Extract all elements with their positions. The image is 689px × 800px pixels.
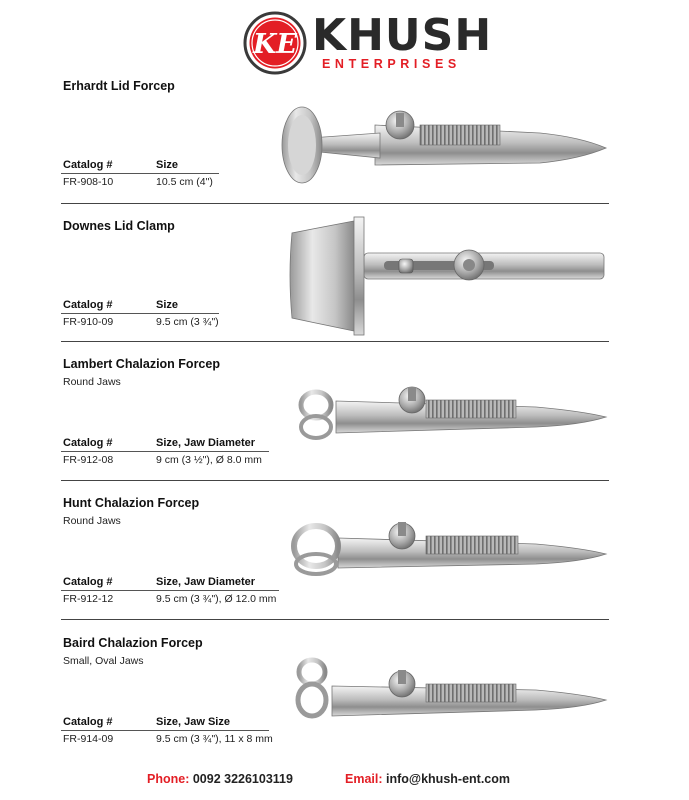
catalog-header: Catalog # <box>63 716 113 728</box>
footer-contact <box>0 772 689 792</box>
lambert-forcep-image <box>296 383 610 449</box>
spec-header <box>63 576 256 588</box>
spec-header <box>63 437 256 449</box>
spec-values <box>63 316 219 328</box>
footer-email <box>345 772 510 786</box>
product-subtitle: Round Jaws <box>63 376 121 388</box>
spec-values <box>63 593 277 605</box>
spec-values <box>63 176 213 188</box>
email-address[interactable]: info@khush-ent.com <box>386 772 510 786</box>
section-divider <box>61 619 609 620</box>
brand-name: KHUSH <box>312 10 493 61</box>
size-header: Size, Jaw Size <box>156 716 230 728</box>
catalog-number: FR-914-09 <box>63 733 114 745</box>
size-header: Size, Jaw Diameter <box>156 437 256 449</box>
size-value: 10.5 cm (4") <box>156 176 213 188</box>
phone-number[interactable]: 0092 3226103119 <box>192 772 293 786</box>
product-title: Downes Lid Clamp <box>63 219 175 233</box>
section-divider <box>61 203 609 204</box>
catalog-number: FR-908-10 <box>63 176 114 188</box>
spec-rule <box>61 451 269 452</box>
email-label: Email: <box>345 772 383 786</box>
spec-rule <box>61 313 219 314</box>
product-title: Lambert Chalazion Forcep <box>63 357 220 371</box>
catalog-number: FR-912-08 <box>63 454 114 466</box>
product-baird <box>0 636 689 774</box>
product-hunt <box>0 496 689 634</box>
size-value: 9.5 cm (3 ¾"), Ø 12.0 mm <box>156 593 277 605</box>
size-header: Size <box>156 159 179 171</box>
size-header: Size <box>156 299 179 311</box>
spec-header <box>63 299 179 311</box>
downes-clamp-image <box>284 213 614 338</box>
product-title: Erhardt Lid Forcep <box>63 79 175 93</box>
size-value: 9.5 cm (3 ¾"), 11 x 8 mm <box>156 733 273 745</box>
product-subtitle: Small, Oval Jaws <box>63 655 144 667</box>
spec-header <box>63 159 179 171</box>
baird-forcep-image <box>292 656 610 736</box>
brand-tagline: ENTERPRISES <box>322 57 461 71</box>
header <box>0 0 689 80</box>
product-downes <box>0 219 689 357</box>
spec-rule <box>61 173 219 174</box>
product-title: Baird Chalazion Forcep <box>63 636 203 650</box>
spec-rule <box>61 590 279 591</box>
size-value: 9 cm (3 ½"), Ø 8.0 mm <box>156 454 262 466</box>
product-title: Hunt Chalazion Forcep <box>63 496 200 510</box>
size-value: 9.5 cm (3 ¾") <box>156 316 219 328</box>
spec-header <box>63 716 230 728</box>
product-lambert <box>0 357 689 495</box>
section-divider <box>61 480 609 481</box>
footer-phone <box>147 772 293 786</box>
section-divider <box>61 341 609 342</box>
catalog-number: FR-912-12 <box>63 593 114 605</box>
erhardt-forcep-image <box>280 103 610 187</box>
product-subtitle: Round Jaws <box>63 515 121 527</box>
catalog-number: FR-910-09 <box>63 316 114 328</box>
brand-logo-icon <box>243 11 307 75</box>
product-erhardt <box>0 79 689 217</box>
catalog-header: Catalog # <box>63 437 113 449</box>
phone-label: Phone: <box>147 772 190 786</box>
spec-values <box>63 733 273 745</box>
catalog-header: Catalog # <box>63 159 113 171</box>
catalog-header: Catalog # <box>63 299 113 311</box>
catalog-header: Catalog # <box>63 576 113 588</box>
logo-letters: KE <box>252 29 298 60</box>
size-header: Size, Jaw Diameter <box>156 576 256 588</box>
spec-values <box>63 454 262 466</box>
hunt-forcep-image <box>290 516 610 582</box>
spec-rule <box>61 730 269 731</box>
